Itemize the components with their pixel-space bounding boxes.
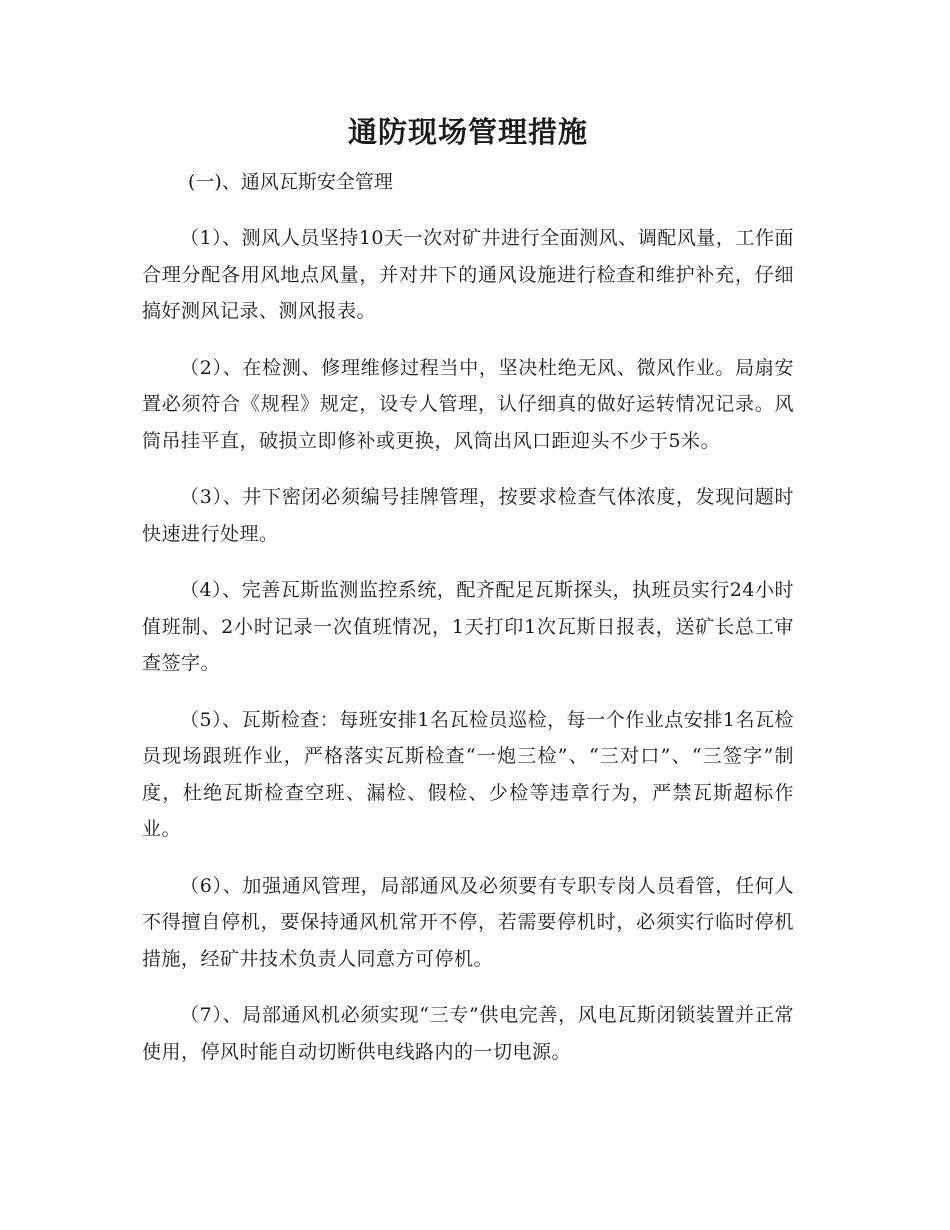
paragraph-6: （6）、加强通风管理，局部通风及必须要有专职专岗人员看管，任何人不得擅自停机，要保持通风机常开不停，若需要停机时，必须实行临时停机措施，经矿井技术负责人同意方可停机。 bbox=[142, 874, 794, 970]
paragraph-5: （5）、瓦斯检查：每班安排1名瓦检员巡检，每一个作业点安排1名瓦检员现场跟班作业，严格落实瓦斯检查“一炮三检”、“三对口”、“三签字”制度，杜绝瓦斯检查空班、漏检、假检、少检等违章行为，严禁瓦斯超标作业。 bbox=[142, 708, 794, 840]
paragraph-2: （2）、在检测、修理维修过程当中，坚决杜绝无风、微风作业。局扇安置必须符合《规程》规定，设专人管理，认仔细真的做好运转情况记录。风筒吊挂平直，破损立即修补或更换，风筒出风口距迎头不少于5米。 bbox=[142, 356, 794, 452]
paragraph-4: （4）、完善瓦斯监测监控系统，配齐配足瓦斯探头，执班员实行24小时值班制、2小时记录一次值班情况，1天打印1次瓦斯日报表，送矿长总工审查签字。 bbox=[142, 579, 794, 674]
paragraph-1: （1）、测风人员坚持10天一次对矿井进行全面测风、调配风量，工作面合理分配各用风地点风量，并对井下的通风设施进行检查和维护补充，仔细搞好测风记录、测风报表。 bbox=[142, 227, 794, 322]
paragraph-7: （7）、局部通风机必须实现“三专”供电完善，风电瓦斯闭锁装置并正常使用，停风时能自动切断供电线路内的一切电源。 bbox=[142, 1004, 794, 1063]
section-heading: (一)、通风瓦斯安全管理 bbox=[188, 171, 393, 193]
document-title: 通防现场管理措施 bbox=[347, 115, 588, 149]
document-body bbox=[142, 110, 794, 1070]
paragraph-3: （3）、井下密闭必须编号挂牌管理，按要求检查气体浓度，发现问题时快速进行处理。 bbox=[142, 486, 794, 545]
